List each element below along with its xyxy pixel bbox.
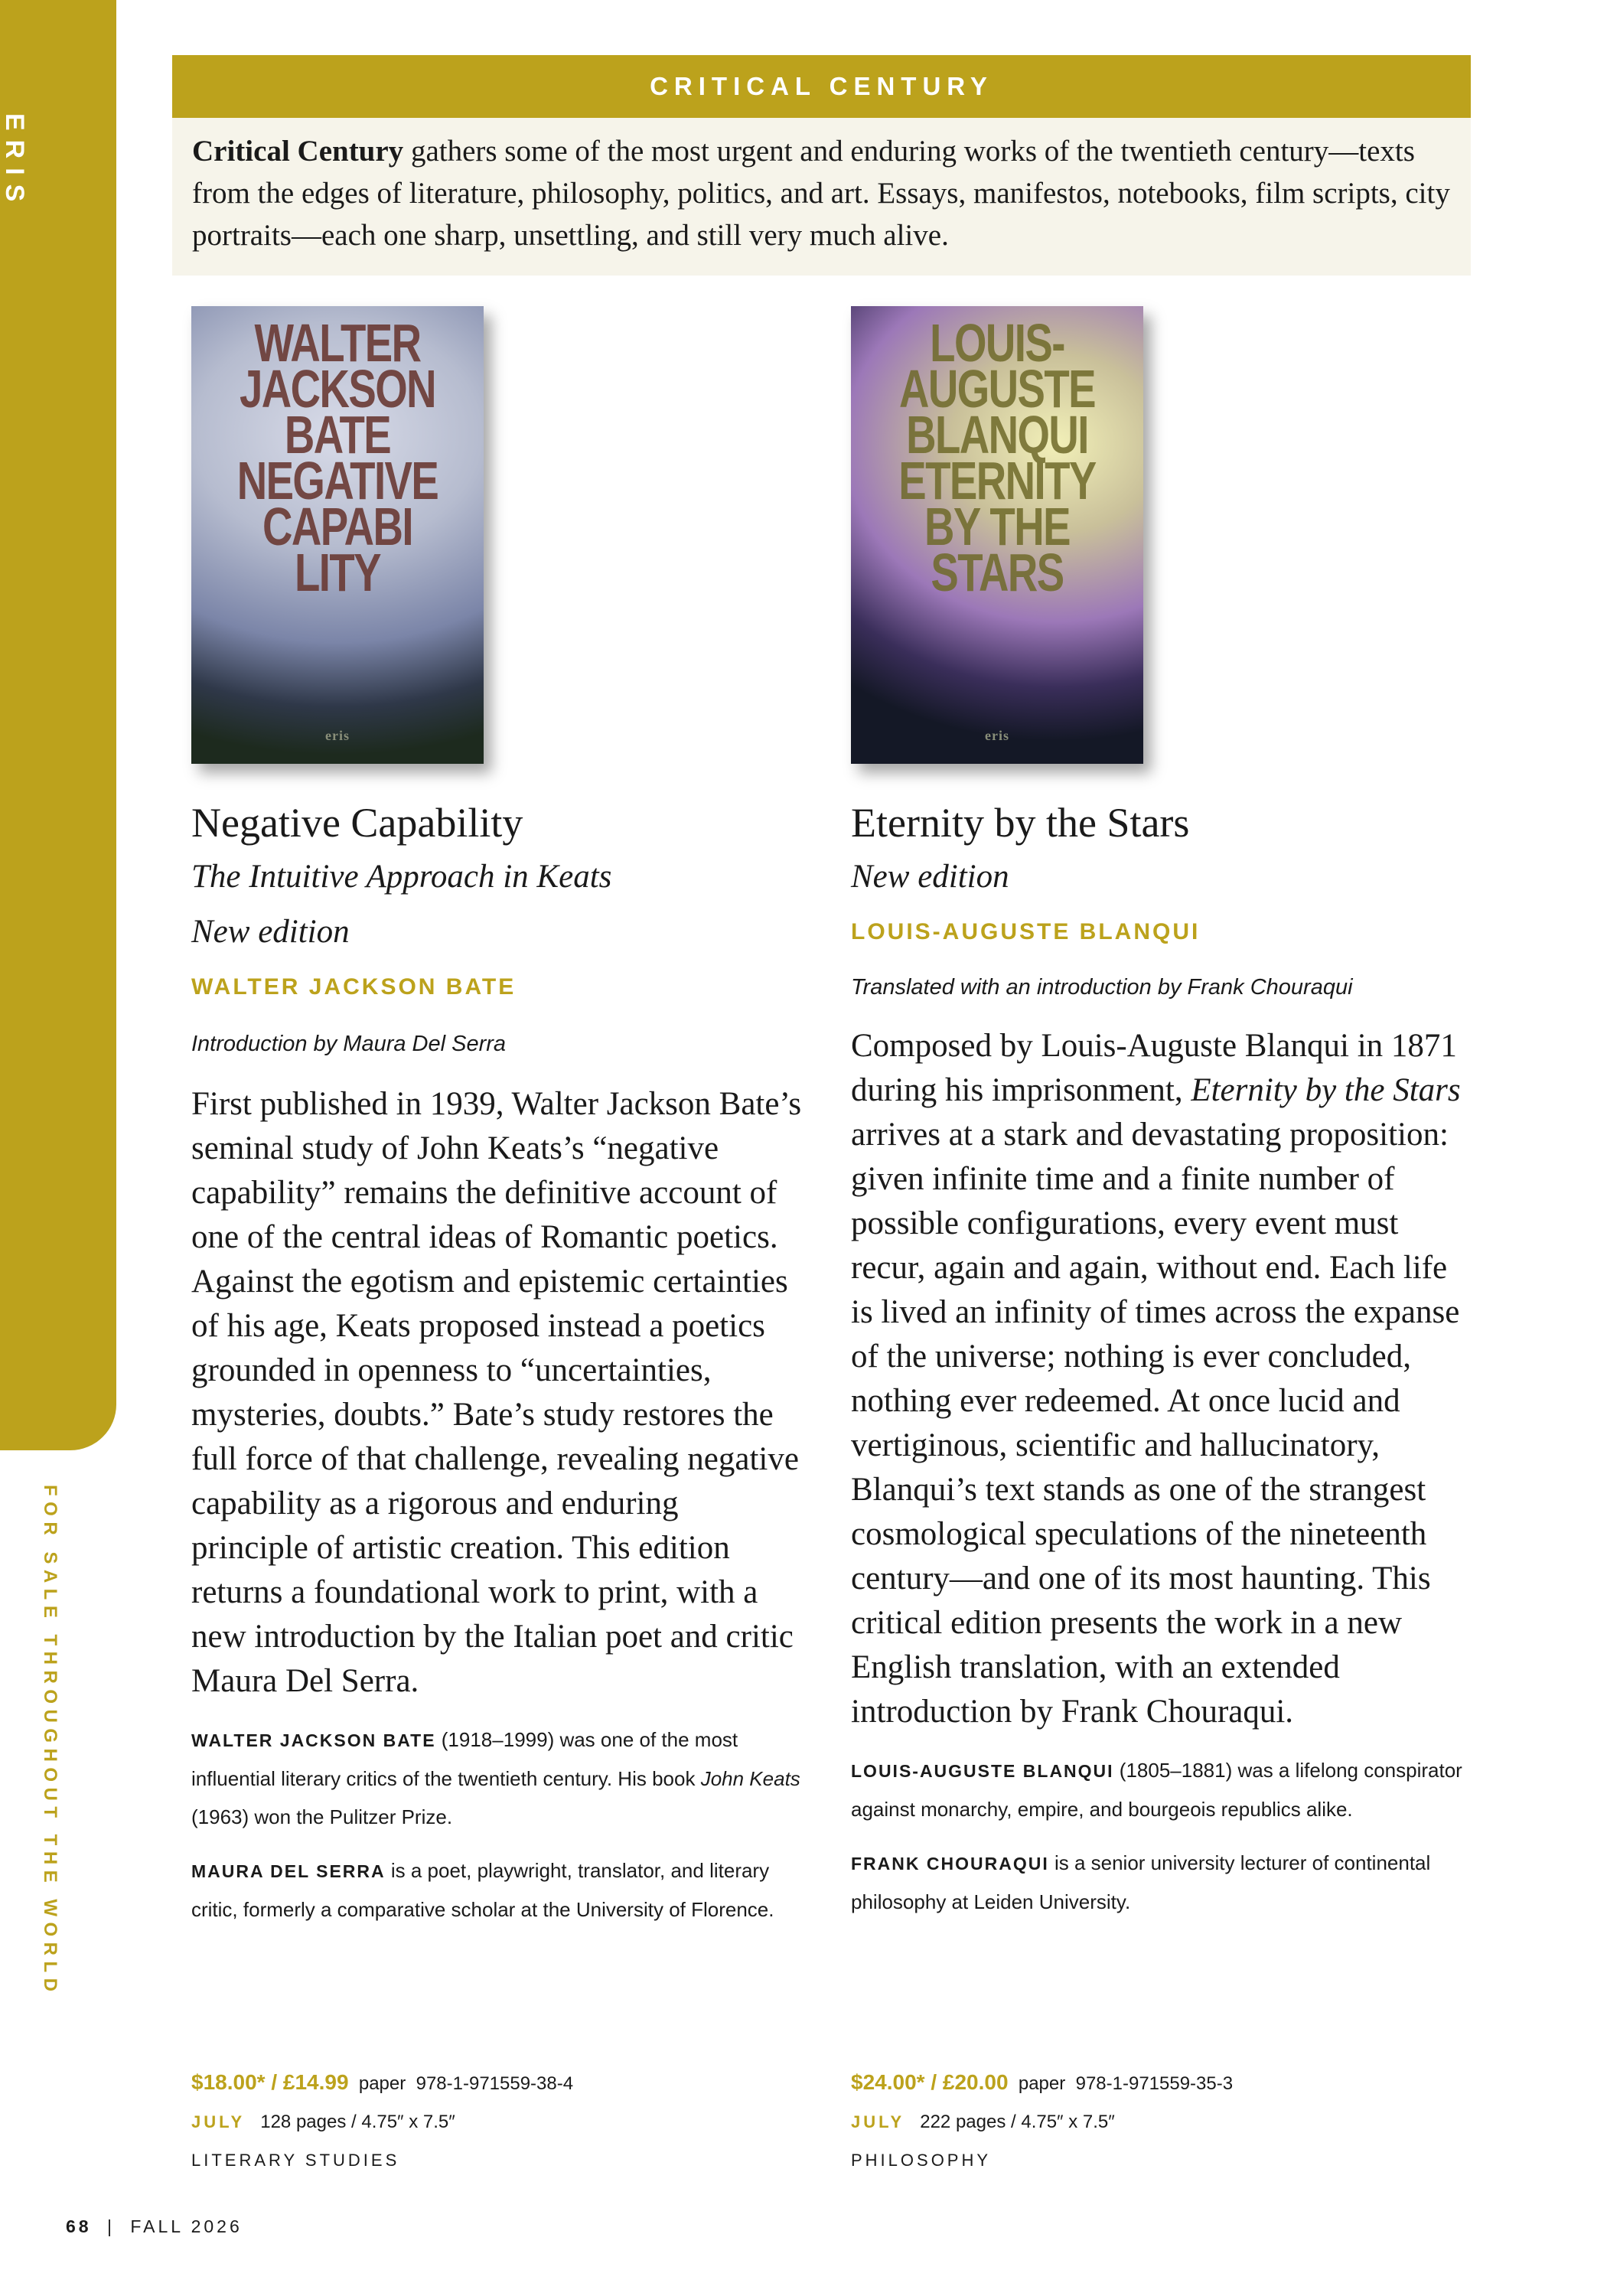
bio-text: is a senior university lecturer of continental philosophy at Leiden University. — [851, 1851, 1431, 1913]
cover-title-text: LOUIS- AUGUSTE BLANQUI ETERNITY BY THE STARS — [898, 313, 1096, 602]
book-entry-negative-capability — [191, 796, 804, 1929]
price: $24.00* / £20.00 — [851, 2070, 1009, 2094]
book-cover-eternity-by-the-stars — [851, 306, 1143, 764]
book-contributor: Introduction by Maura Del Serra — [191, 1032, 507, 1056]
bio-italic: John Keats — [700, 1767, 800, 1790]
book-category: LITERARY STUDIES — [191, 2151, 400, 2170]
page-number: 68 — [66, 2216, 92, 2236]
bio-name: LOUIS-AUGUSTE BLANQUI — [851, 1761, 1114, 1781]
format: paper — [358, 2073, 406, 2094]
catalog-season: FALL 2026 — [130, 2216, 243, 2236]
series-intro-lead: Critical Century — [192, 135, 404, 168]
bio-text: (1805–1881) was a lifelong conspirator against monarchy, empire, and bourgeois republics alike. — [851, 1759, 1462, 1821]
cover-imprint: eris — [325, 728, 350, 743]
book-title: Negative Capability — [191, 800, 523, 846]
author-bio — [851, 1751, 1463, 1828]
sidebar-tab — [0, 0, 116, 1450]
book-entry-eternity-by-the-stars — [851, 796, 1463, 1921]
bio-name: FRANK CHOURAQUI — [851, 1854, 1049, 1874]
author-bio — [191, 1720, 804, 1836]
description-part: Composed by Louis-Auguste Blanqui in 1871 during his imprisonment, — [851, 1028, 1457, 1108]
price-line — [851, 2063, 1233, 2103]
description-title-italic: Eternity by the Stars — [1191, 1072, 1461, 1108]
series-intro-text: gathers some of the most urgent and enduring works of the twentieth century—texts from the edges of literature, philosophy, politics, and art. Essays, manifestos, notebooks, film scripts, city portraits—each one sharp, unsettling, and still very much alive. — [192, 135, 1450, 252]
cover-imprint: eris — [985, 728, 1009, 743]
page-footer — [66, 2216, 243, 2237]
spec-line — [851, 2103, 1233, 2141]
series-intro — [172, 118, 1471, 276]
price: $18.00* / £14.99 — [191, 2070, 349, 2094]
series-title-band: CRITICAL CENTURY — [172, 55, 1471, 118]
book-contributor: Translated with an introduction by Frank Chouraqui — [851, 975, 1353, 1000]
format: paper — [1018, 2073, 1066, 2094]
bio-text-2: (1963) won the Pulitzer Prize. — [191, 1805, 453, 1828]
page-specs: 128 pages / 4.75″ x 7.5″ — [260, 2112, 455, 2132]
spec-line — [191, 2103, 573, 2141]
book-edition: New edition — [191, 914, 350, 950]
price-line — [191, 2063, 573, 2103]
bio-name: WALTER JACKSON BATE — [191, 1730, 436, 1750]
book-author: WALTER JACKSON BATE — [191, 974, 517, 1000]
cover-title-text: WALTER JACKSON BATE NEGATIVE CAPABI LITY — [236, 313, 438, 602]
bio-text: is a poet, playwright, translator, and literary critic, formerly a comparative scholar at the University of Florence. — [191, 1859, 774, 1921]
book-title: Eternity by the Stars — [851, 800, 1190, 846]
book-description — [851, 1024, 1463, 1734]
bio-name: MAURA DEL SERRA — [191, 1861, 386, 1881]
isbn: 978-1-971559-38-4 — [416, 2073, 574, 2094]
price-block-negative-capability — [191, 2063, 573, 2180]
contributor-bio — [191, 1851, 804, 1929]
book-cover-negative-capability — [191, 306, 484, 764]
page-specs: 222 pages / 4.75″ x 7.5″ — [920, 2112, 1115, 2132]
isbn: 978-1-971559-35-3 — [1075, 2073, 1234, 2094]
book-subtitle: New edition — [851, 859, 1009, 895]
book-subtitle: The Intuitive Approach in Keats — [191, 859, 612, 895]
book-author: LOUIS-AUGUSTE BLANQUI — [851, 919, 1201, 944]
price-block-eternity-by-the-stars — [851, 2063, 1233, 2180]
bio-text: (1918–1999) was one of the most influential literary critics of the twentieth century. His book — [191, 1728, 738, 1790]
book-description: First published in 1939, Walter Jackson Bate’s seminal study of John Keats’s “negative capability” remains the definitive account of one of the central ideas of Romantic poetics. Against the egotism and epistemic certainties of his age, Keats proposed instead a poetics grounded in openness to “uncertainties, mysteries, doubts.” Bate’s study restores the full force of that challenge, revealing negative capability as a rigorous and enduring principle of artistic creation. This edition returns a foundational work to print, with a new introduction by the Italian poet and critic Maura Del Serra. — [191, 1086, 802, 1699]
pub-month: JULY — [191, 2112, 246, 2131]
publisher-label-text: ERIS — [0, 113, 29, 211]
translator-bio — [851, 1844, 1463, 1921]
pub-month: JULY — [851, 2112, 905, 2131]
footer-separator: | — [106, 2216, 115, 2236]
book-category: PHILOSOPHY — [851, 2151, 992, 2170]
description-part: arrives at a stark and devastating proposition: given infinite time and a finite number of possible configurations, every event must recur, again and again, without end. Each life is lived an infinity of times across the expanse of the universe; nothing is ever concluded, nothing ever redeemed. At once lucid and vertiginous, scientific and hallucinatory, Blanqui’s text stands as one of the strangest cosmological speculations of the nineteenth century—and one of its most haunting. This critical edition presents the work in a new English translation, with an extended introduction by Frank Chouraqui. — [851, 1117, 1460, 1730]
sales-territory-text: FOR SALE THROUGHOUT THE WORLD — [40, 1485, 60, 1998]
